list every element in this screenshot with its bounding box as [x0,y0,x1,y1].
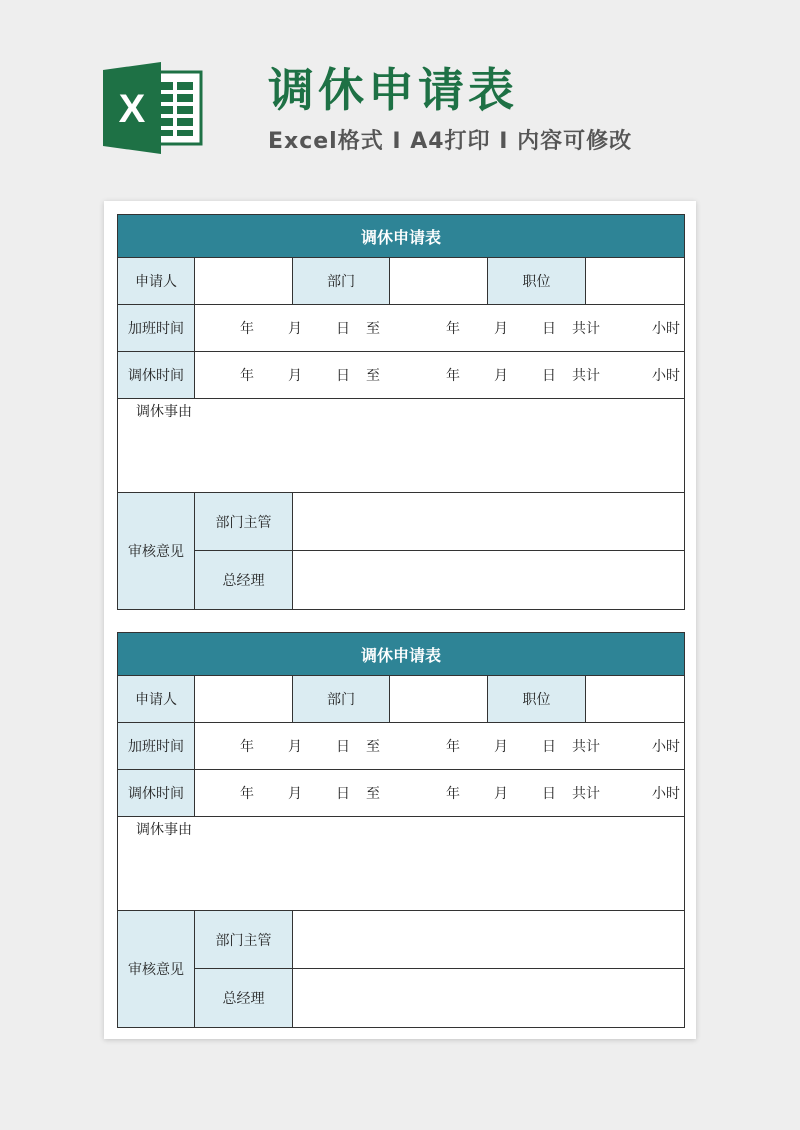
leave-dates-field[interactable] [195,352,685,399]
leave-time-label: 调休时间 [118,352,195,399]
year-text: 年 [240,321,254,337]
leave-form-1 [117,214,685,610]
applicant-label: 申请人 [118,258,195,305]
hours-text: 小时 [652,739,680,755]
excel-logo-letter: X [118,87,146,131]
month-text: 月 [288,321,302,337]
month-text: 月 [494,368,508,384]
reason-label: 调休事由 [136,822,192,838]
total-text: 共计 [572,368,600,384]
hours-text: 小时 [652,368,680,384]
year-text: 年 [446,321,460,337]
month-text: 月 [288,739,302,755]
to-text: 至 [366,368,380,384]
dept-manager-label: 部门主管 [195,911,293,969]
position-label: 职位 [488,258,586,305]
month-text: 月 [494,739,508,755]
page-title: 调休申请表 [268,63,518,117]
general-manager-label: 总经理 [195,969,293,1028]
excel-icon [103,62,205,154]
dept-manager-label: 部门主管 [195,493,293,551]
day-text: 日 [542,786,556,802]
applicant-field[interactable] [195,676,293,723]
hours-text: 小时 [652,786,680,802]
total-text: 共计 [572,786,600,802]
general-manager-opinion-field[interactable] [293,969,685,1028]
approval-label: 审核意见 [118,911,195,1028]
department-label: 部门 [293,258,390,305]
leave-time-label: 调休时间 [118,770,195,817]
overtime-label: 加班时间 [118,305,195,352]
approval-label: 审核意见 [118,493,195,610]
general-manager-label: 总经理 [195,551,293,610]
total-text: 共计 [572,739,600,755]
leave-form-2 [117,632,685,1028]
day-text: 日 [336,368,350,384]
reason-field[interactable] [118,399,685,493]
header [0,0,800,200]
hours-text: 小时 [652,321,680,337]
to-text: 至 [366,786,380,802]
year-text: 年 [240,786,254,802]
to-text: 至 [366,739,380,755]
year-text: 年 [446,786,460,802]
year-text: 年 [446,739,460,755]
month-text: 月 [288,368,302,384]
overtime-dates-field[interactable] [195,723,685,770]
month-text: 月 [494,786,508,802]
reason-field[interactable] [118,817,685,911]
overtime-dates-field[interactable] [195,305,685,352]
applicant-label: 申请人 [118,676,195,723]
to-text: 至 [366,321,380,337]
day-text: 日 [542,321,556,337]
total-text: 共计 [572,321,600,337]
position-field[interactable] [586,676,685,723]
day-text: 日 [336,786,350,802]
dept-manager-opinion-field[interactable] [293,493,685,551]
position-field[interactable] [586,258,685,305]
general-manager-opinion-field[interactable] [293,551,685,610]
department-label: 部门 [293,676,390,723]
day-text: 日 [542,739,556,755]
year-text: 年 [446,368,460,384]
day-text: 日 [336,321,350,337]
year-text: 年 [240,739,254,755]
month-text: 月 [288,786,302,802]
department-field[interactable] [390,676,488,723]
month-text: 月 [494,321,508,337]
form-title: 调休申请表 [118,215,685,258]
year-text: 年 [240,368,254,384]
applicant-field[interactable] [195,258,293,305]
dept-manager-opinion-field[interactable] [293,911,685,969]
overtime-label: 加班时间 [118,723,195,770]
reason-label: 调休事由 [136,404,192,420]
form-title: 调休申请表 [118,633,685,676]
day-text: 日 [542,368,556,384]
position-label: 职位 [488,676,586,723]
page-subtitle: Excel格式 I A4打印 I 内容可修改 [268,129,633,154]
leave-dates-field[interactable] [195,770,685,817]
department-field[interactable] [390,258,488,305]
day-text: 日 [336,739,350,755]
